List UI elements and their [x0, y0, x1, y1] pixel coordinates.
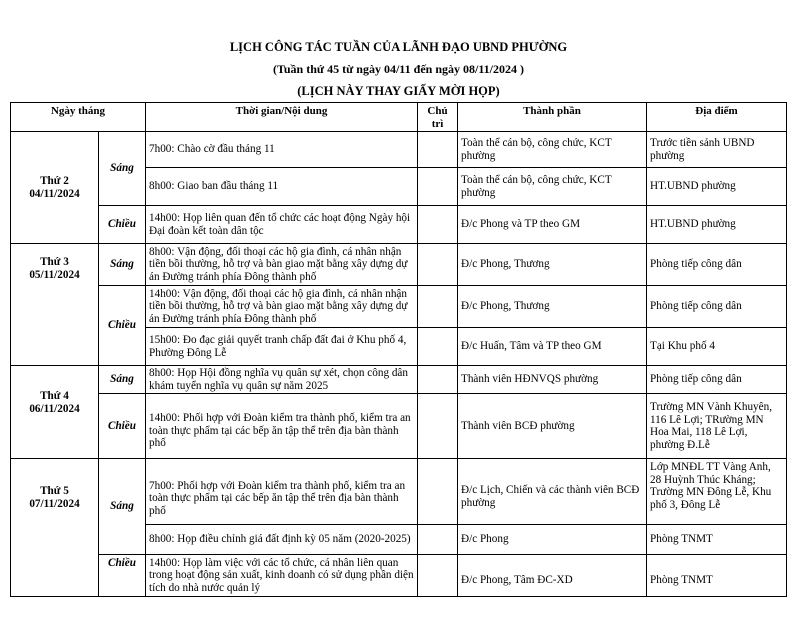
location-cell: Trường MN Vành Khuyên, 116 Lê Lợi; TRường MN Hoa Mai, 118 Lê Lợi, phường Đ.Lễ	[647, 394, 787, 459]
session-label: Sáng	[99, 244, 146, 286]
chair-cell	[418, 206, 458, 244]
participants-cell: Đ/c Lịch, Chiến và các thành viên BCĐ phường	[458, 459, 647, 525]
chair-cell	[418, 244, 458, 286]
header-participants: Thành phần	[458, 103, 647, 132]
session-label: Sáng	[99, 132, 146, 206]
day-cell	[11, 459, 99, 597]
table-row	[11, 244, 787, 286]
location-cell: HT.UBND phường	[647, 206, 787, 244]
table-row	[11, 555, 787, 597]
chair-cell	[418, 286, 458, 328]
table-row	[11, 459, 787, 525]
session-label: Chiều	[99, 394, 146, 459]
day-cell	[11, 244, 99, 366]
participants-cell: Thành viên HĐNVQS phường	[458, 366, 647, 394]
participants-cell: Thành viên BCĐ phường	[458, 394, 647, 459]
participants-cell: Đ/c Phong, Thương	[458, 244, 647, 286]
location-cell: HT.UBND phường	[647, 168, 787, 206]
day-date: 05/11/2024	[29, 268, 80, 281]
day-cell	[11, 366, 99, 459]
table-row	[11, 206, 787, 244]
content-cell: 8h00: Họp Hội đồng nghĩa vụ quân sự xét, chọn công dân khám tuyển nghĩa vụ quân sự năm 2025	[146, 366, 418, 394]
day-name: Thứ 2	[40, 175, 69, 187]
content-cell: 7h00: Phối hợp với Đoàn kiểm tra thành phố, kiểm tra an toàn thực phẩm tại các bếp ăn tập thể trên địa bàn thành phố	[146, 459, 418, 525]
chair-cell	[418, 366, 458, 394]
location-cell: Tại Khu phố 4	[647, 328, 787, 366]
content-cell: 15h00: Đo đạc giải quyết tranh chấp đất đai ở Khu phố 4, Phường Đông Lễ	[146, 328, 418, 366]
participants-cell: Đ/c Phong, Thương	[458, 286, 647, 328]
table-row	[11, 394, 787, 459]
participants-cell: Đ/c Phong, Tâm ĐC-XD	[458, 555, 647, 597]
session-label: Sáng	[99, 459, 146, 555]
page-note: (LỊCH NÀY THAY GIẤY MỜI HỌP)	[297, 84, 500, 98]
day-name: Thứ 4	[40, 390, 69, 402]
content-cell: 8h00: Vận động, đối thoại các hộ gia đình, cá nhân nhận tiền bồi thường, hỗ trợ và bàn giao mặt bằng xây dựng dự án Đường tránh phía Đông thành phố	[146, 244, 418, 286]
day-date: 07/11/2024	[29, 497, 80, 510]
content-cell: 14h00: Vận động, đối thoại các hộ gia đình, cá nhân nhận tiền bồi thường, hỗ trợ và bàn giao mặt bằng xây dựng dự án Đường tránh phía Đông thành phố	[146, 286, 418, 328]
chair-cell	[418, 328, 458, 366]
content-cell: 7h00: Chào cờ đầu tháng 11	[146, 132, 418, 168]
chair-cell	[418, 394, 458, 459]
location-cell: Phòng TNMT	[647, 525, 787, 555]
header-chair: Chủ trì	[418, 103, 458, 132]
location-cell: Phòng tiếp công dân	[647, 244, 787, 286]
header-content: Thời gian/Nội dung	[146, 103, 418, 132]
chair-cell	[418, 459, 458, 525]
participants-cell: Toàn thể cán bộ, công chức, KCT phường	[458, 132, 647, 168]
participants-cell: Đ/c Huấn, Tâm và TP theo GM	[458, 328, 647, 366]
header-date: Ngày tháng	[11, 103, 146, 132]
location-cell: Phòng tiếp công dân	[647, 366, 787, 394]
session-label: Chiều	[99, 555, 146, 597]
content-cell: 14h00: Họp liên quan đến tổ chức các hoạt động Ngày hội Đại đoàn kết toàn dân tộc	[146, 206, 418, 244]
content-cell: 8h00: Họp điều chỉnh giá đất định kỳ 05 năm (2020-2025)	[146, 525, 418, 555]
participants-cell: Đ/c Phong	[458, 525, 647, 555]
location-cell: Phòng TNMT	[647, 555, 787, 597]
schedule-table	[10, 102, 787, 597]
day-date: 04/11/2024	[29, 187, 80, 200]
location-cell: Phòng tiếp công dân	[647, 286, 787, 328]
day-cell	[11, 132, 99, 244]
day-name: Thứ 3	[40, 256, 69, 268]
content-cell: 14h00: Họp làm việc với các tổ chức, cá nhân liên quan trong hoạt động sản xuất, kinh doanh có sử dụng phần diện tích do nhà nước quản lý	[146, 555, 418, 597]
chair-cell	[418, 555, 458, 597]
location-cell: Lớp MNĐL TT Vàng Anh, 28 Huỳnh Thúc Kháng; Trường MN Đông Lễ, Khu phố 3, Đông Lễ	[647, 459, 787, 525]
chair-cell	[418, 168, 458, 206]
day-date: 06/11/2024	[29, 402, 80, 415]
table-row	[11, 132, 787, 168]
table-row	[11, 366, 787, 394]
chair-cell	[418, 525, 458, 555]
header-location: Địa điểm	[647, 103, 787, 132]
content-cell: 14h00: Phối hợp với Đoàn kiểm tra thành phố, kiểm tra an toàn thực phẩm tại các bếp ăn tập thể trên địa bàn thành phố	[146, 394, 418, 459]
page-title: LỊCH CÔNG TÁC TUẦN CỦA LÃNH ĐẠO UBND PHƯỜNG	[229, 40, 568, 54]
table-row	[11, 286, 787, 328]
location-cell: Trước tiền sảnh UBND phường	[647, 132, 787, 168]
session-label: Sáng	[99, 366, 146, 394]
day-name: Thứ 5	[40, 485, 69, 497]
table-header-row	[11, 103, 787, 132]
participants-cell: Toàn thể cán bộ, công chức, KCT phường	[458, 168, 647, 206]
chair-cell	[418, 132, 458, 168]
content-cell: 8h00: Giao ban đầu tháng 11	[146, 168, 418, 206]
participants-cell: Đ/c Phong và TP theo GM	[458, 206, 647, 244]
session-label: Chiều	[99, 286, 146, 366]
page-subtitle: (Tuần thứ 45 từ ngày 04/11 đến ngày 08/11/2024 )	[272, 62, 524, 76]
session-label: Chiều	[99, 206, 146, 244]
